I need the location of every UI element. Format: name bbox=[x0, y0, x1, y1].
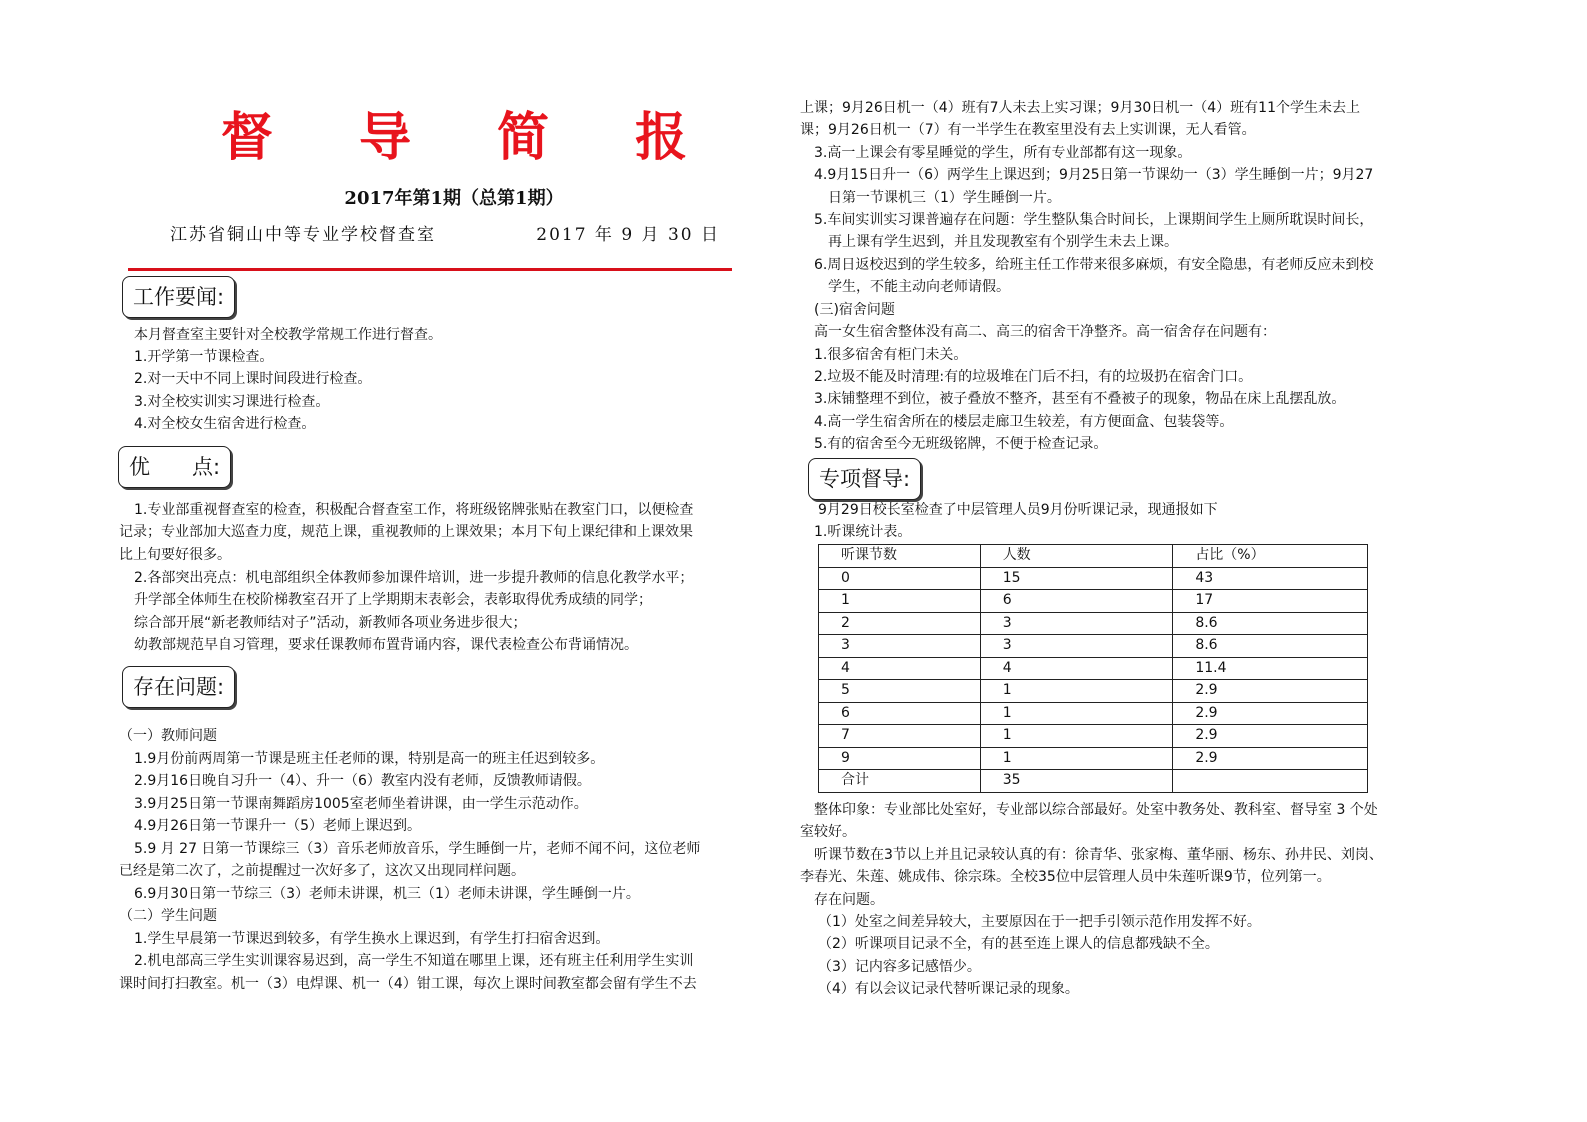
section-heading-strengths: 优 点: bbox=[118, 446, 231, 488]
summary-line: （4）有以会议记录代替听课记录的现象。 bbox=[818, 981, 1079, 997]
table-cell: 8.6 bbox=[1173, 612, 1368, 635]
table-cell: 35 bbox=[980, 770, 1173, 793]
summary-line: 存在问题。 bbox=[814, 892, 884, 908]
column-header: 占比（%） bbox=[1173, 545, 1368, 568]
table-row bbox=[819, 567, 1368, 590]
table-cell: 11.4 bbox=[1173, 657, 1368, 680]
work-line: 4.对全校女生宿舍进行检查。 bbox=[134, 416, 316, 432]
section-heading-problems: 存在问题: bbox=[122, 666, 235, 708]
strength-line: 2.各部突出亮点：机电部组织全体教师参加课件培训，进一步提升教师的信息化教学水平； bbox=[134, 570, 694, 586]
table-cell: 合计 bbox=[819, 770, 981, 793]
table-cell: 9 bbox=[819, 747, 981, 770]
summary-line: 室较好。 bbox=[800, 824, 856, 840]
work-line: 本月督查室主要针对全校教学常规工作进行督查。 bbox=[134, 327, 442, 343]
strength-line: 记录；专业部加大巡查力度，规范上课，重视教师的上课效果；本月下旬上课纪律和上课效果 bbox=[119, 524, 693, 540]
continued-line: 课；9月26日机一（7）有一半学生在教室里没有去上实训课，无人看管。 bbox=[800, 122, 1256, 138]
strength-line: 幼教部规范早自习管理，要求任课教师布置背诵内容，课代表检查公布背诵情况。 bbox=[134, 637, 638, 653]
table-row bbox=[819, 657, 1368, 680]
summary-line: （2）听课项目记录不全，有的甚至连上课人的信息都残缺不全。 bbox=[818, 936, 1219, 952]
table-total-row bbox=[819, 770, 1368, 793]
problem-line: 2.机电部高三学生实训课容易迟到，高一学生不知道在哪里上课，还有班主任利用学生实训 bbox=[134, 953, 694, 969]
summary-line: （1）处室之间差异较大，主要原因在于一把手引领示范作用发挥不好。 bbox=[818, 914, 1261, 930]
table-cell: 1 bbox=[819, 590, 981, 613]
problem-line: （一）教师问题 bbox=[119, 728, 217, 744]
continued-line: 3.高一上课会有零星睡觉的学生，所有专业部都有这一现象。 bbox=[814, 145, 1192, 161]
summary-line: 李春光、朱莲、姚成伟、徐宗珠。全校35位中层管理人员中朱莲听课9节，位列第一。 bbox=[800, 869, 1331, 885]
table-row bbox=[819, 635, 1368, 658]
table-cell: 2 bbox=[819, 612, 981, 635]
table-cell: 2.9 bbox=[1173, 747, 1368, 770]
problem-line: 4.9月26日第一节课升一（5）老师上课迟到。 bbox=[134, 818, 421, 834]
problem-line: 6.9月30日第一节综三（3）老师未讲课，机三（1）老师未讲课，学生睡倒一片。 bbox=[134, 886, 640, 902]
strength-line: 1.专业部重视督查室的检查，积极配合督查室工作，将班级铭牌张贴在教室门口，以便检查 bbox=[134, 502, 694, 518]
work-line: 2.对一天中不同上课时间段进行检查。 bbox=[134, 371, 372, 387]
issue-number: 2017年第1期（总第1期） bbox=[344, 188, 564, 209]
continued-line: 2.垃圾不能及时清理:有的垃圾堆在门后不扫，有的垃圾扔在宿舍门口。 bbox=[814, 369, 1253, 385]
continued-line: 高一女生宿舍整体没有高二、高三的宿舍干净整齐。高一宿舍存在问题有： bbox=[814, 324, 1276, 340]
continued-line: 4.9月15日升一（6）两学生上课迟到；9月25日第一节课幼一（3）学生睡倒一片；9月27 bbox=[814, 167, 1374, 183]
issue-date: 2017 年 9 月 30 日 bbox=[536, 225, 720, 245]
table-cell: 1 bbox=[980, 747, 1173, 770]
strength-line: 综合部开展“新老教师结对子”活动，新教师各项业务进步很大； bbox=[134, 615, 527, 631]
summary-line: 整体印象：专业部比处室好，专业部以综合部最好。处室中教务处、教科室、督导室 3 个处 bbox=[814, 802, 1378, 818]
problem-line: 课时间打扫教室。机一（3）电焊课、机一（4）钳工课，每次上课时间教室都会留有学生不去 bbox=[119, 976, 697, 992]
problem-line: 1.9月份前两周第一节课是班主任老师的课，特别是高一的班主任迟到较多。 bbox=[134, 751, 605, 767]
table-row bbox=[819, 612, 1368, 635]
table-cell: 2.9 bbox=[1173, 725, 1368, 748]
table-cell: 4 bbox=[819, 657, 981, 680]
table-row bbox=[819, 747, 1368, 770]
table-cell: 4 bbox=[980, 657, 1173, 680]
table-cell: 7 bbox=[819, 725, 981, 748]
section-heading-special: 专项督导: bbox=[808, 458, 921, 500]
section-heading-work: 工作要闻: bbox=[122, 276, 235, 318]
continued-line: 再上课有学生迟到，并且发现教室有个别学生未去上课。 bbox=[828, 234, 1178, 250]
masthead-meta bbox=[118, 218, 790, 252]
table-row bbox=[819, 680, 1368, 703]
table-cell: 15 bbox=[980, 567, 1173, 590]
table-cell: 8.6 bbox=[1173, 635, 1368, 658]
table-cell: 3 bbox=[980, 635, 1173, 658]
red-divider bbox=[128, 268, 732, 271]
table-header-row bbox=[819, 545, 1368, 568]
continued-line: 5.车间实训实习课普遍存在问题：学生整队集合时间长，上课期间学生上厕所耽误时间长， bbox=[814, 212, 1374, 228]
summary-line: 听课节数在3节以上并且记录较认真的有：徐青华、张家梅、董华丽、杨东、孙井民、刘岗、 bbox=[814, 847, 1383, 863]
table-cell: 6 bbox=[819, 702, 981, 725]
problem-line: 2.9月16日晚自习升一（4）、升一（6）教室内没有老师，反馈教师请假。 bbox=[134, 773, 591, 789]
work-line: 3.对全校实训实习课进行检查。 bbox=[134, 394, 330, 410]
table-row bbox=[819, 590, 1368, 613]
continued-line: 6.周日返校迟到的学生较多，给班主任工作带来很多麻烦，有安全隐患，有老师反应未到校 bbox=[814, 257, 1374, 273]
problem-line: 已经是第二次了，之前提醒过一次好多了，这次又出现同样问题。 bbox=[119, 863, 525, 879]
continued-line: 5.有的宿舍至今无班级铭牌，不便于检查记录。 bbox=[814, 436, 1108, 452]
continued-line: 1.很多宿舍有柜门未关。 bbox=[814, 347, 968, 363]
newsletter-title: 督 导 简 报 bbox=[220, 107, 722, 168]
table-cell: 1 bbox=[980, 680, 1173, 703]
table-cell: 17 bbox=[1173, 590, 1368, 613]
special-line: 1.听课统计表。 bbox=[814, 524, 912, 540]
table-row bbox=[819, 725, 1368, 748]
problem-line: 5.9 月 27 日第一节课综三（3）音乐老师放音乐，学生睡倒一片，老师不闻不问，这位老师 bbox=[134, 841, 701, 857]
table-row bbox=[819, 702, 1368, 725]
special-line: 9月29日校长室检查了中层管理人员9月份听课记录，现通报如下 bbox=[818, 502, 1218, 518]
table-cell: 2.9 bbox=[1173, 680, 1368, 703]
continued-line: (三)宿舍问题 bbox=[814, 302, 895, 318]
table-cell: 3 bbox=[819, 635, 981, 658]
table-cell: 3 bbox=[980, 612, 1173, 635]
continued-line: 上课；9月26日机一（4）班有7人未去上实习课；9月30日机一（4）班有11个学生未去上 bbox=[800, 100, 1360, 116]
lesson-statistics-table bbox=[818, 544, 1368, 793]
table-cell: 6 bbox=[980, 590, 1173, 613]
table-cell: 43 bbox=[1173, 567, 1368, 590]
table-cell: 2.9 bbox=[1173, 702, 1368, 725]
column-header: 听课节数 bbox=[819, 545, 981, 568]
strength-line: 比上旬要好很多。 bbox=[119, 547, 231, 563]
table-cell bbox=[1173, 770, 1368, 793]
table-cell: 0 bbox=[819, 567, 981, 590]
masthead bbox=[118, 98, 790, 252]
problem-line: 1.学生早晨第一节课迟到较多，有学生换水上课迟到，有学生打扫宿舍迟到。 bbox=[134, 931, 610, 947]
organization-name: 江苏省铜山中等专业学校督查室 bbox=[170, 225, 436, 245]
table-cell: 1 bbox=[980, 725, 1173, 748]
table-cell: 5 bbox=[819, 680, 981, 703]
work-line: 1.开学第一节课检查。 bbox=[134, 349, 274, 365]
continued-line: 3.床铺整理不到位，被子叠放不整齐，甚至有不叠被子的现象，物品在床上乱摆乱放。 bbox=[814, 391, 1346, 407]
continued-line: 日第一节课机三（1）学生睡倒一片。 bbox=[828, 190, 1061, 206]
problem-line: （二）学生问题 bbox=[119, 908, 217, 924]
table-cell: 1 bbox=[980, 702, 1173, 725]
column-header: 人数 bbox=[980, 545, 1173, 568]
continued-line: 4.高一学生宿舍所在的楼层走廊卫生较差，有方便面盒、包装袋等。 bbox=[814, 414, 1234, 430]
strength-line: 升学部全体师生在校阶梯教室召开了上学期期末表彰会，表彰取得优秀成绩的同学； bbox=[134, 592, 652, 608]
summary-line: （3）记内容多记感悟少。 bbox=[818, 959, 981, 975]
continued-line: 学生，不能主动向老师请假。 bbox=[828, 279, 1010, 295]
problem-line: 3.9月25日第一节课南舞蹈房1005室老师坐着讲课，由一学生示范动作。 bbox=[134, 796, 588, 812]
